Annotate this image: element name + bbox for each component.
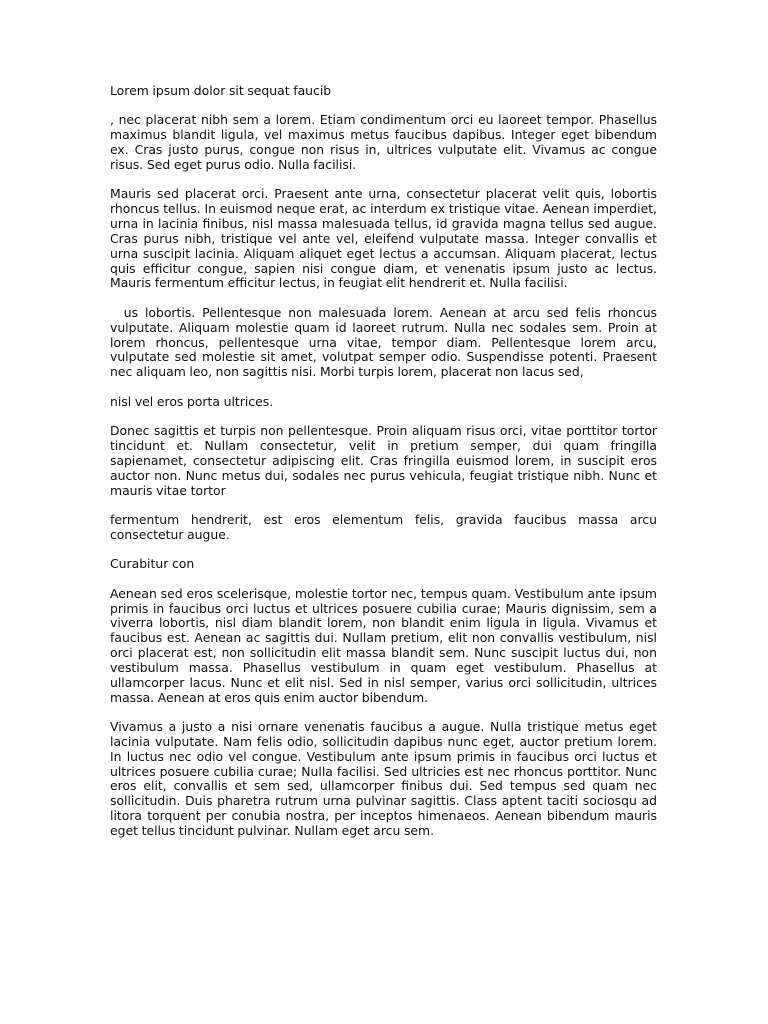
paragraph-6: Donec sagittis et turpis non pellentesque. Proin aliquam risus orci, vitae porttitor tortor tincidunt et. Nullam consectetur, velit in pretium semper, dui quam fringilla sapienamet, consectetur adipiscing elit. Cras fringilla euismod lorem, in suscipit eros auctor non. Nunc metus dui, sodales nec purus vehicula, feugiat tristique nibh. Nunc et mauris vitae tortor xyxy=(110,423,661,498)
paragraph-9: Aenean sed eros scelerisque, molestie tortor nec, tempus quam. Vestibulum ante ipsum primis in faucibus orci luctus et ultrices posuere cubilia curae; Mauris dignissim, sem a viverra lobortis, nisl diam blandit lorem, non blandit enim ligula in ligula. Vivamus et faucibus est. Aenean ac sagittis dui. Nullam pretium, elit non convallis vestibulum, nisl orci placerat est, non sollicitudin elit massa blandit sem. Nunc suscipit luctus dui, non vestibulum massa. Phasellus vestibulum in quam eget vestibulum. Phasellus at ullamcorper lacus. Nunc et elit nisl. Sed in nisl semper, varius orci sollicitudin, ultrices massa. Aenean at eros quis enim auctor bibendum. xyxy=(110,585,661,705)
paragraph-3: Mauris sed placerat orci. Praesent ante urna, consectetur placerat velit quis, lobortis rhoncus tellus. In euismod neque erat, ac interdum ex tristique vitae. Aenean imperdiet, urna in lacinia finibus, nisl massa malesuada tellus, id gravida magna tellus sed augue. Cras purus nibh, tristique vel ante vel, eleifend vulputate massa. Integer convallis et urna suscipit lacinia. Aliquam aliquet eget lectus a accumsan. Aliquam placerat, lectus quis efficitur congue, sapien nisi congue diam, et venenatis ipsum justo ac lectus. Mauris fermentum efficitur lectus, in feugiat elit hendrerit et. Nulla facilisi. xyxy=(110,186,661,291)
document-page xyxy=(110,83,661,839)
paragraph-1: Lorem ipsum dolor sit sequat faucib xyxy=(110,83,332,98)
paragraph-2: , nec placerat nibh sem a lorem. Etiam condimentum orci eu laoreet tempor. Phasellus maximus blandit ligula, vel maximus metus faucibus dapibus. Integer eget bibendum ex. Cras justo purus, congue non risus in, ultrices vulputate elit. Vivamus ac congue risus. Sed eget purus odio. Nulla facilisi. xyxy=(110,112,661,172)
paragraph-7: fermentum hendrerit, est eros elementum felis, gravida faucibus massa arcu consectetur augue. xyxy=(110,511,661,542)
paragraph-8: Curabitur con xyxy=(110,556,195,572)
paragraph-10: Vivamus a justo a nisi ornare venenatis faucibus a augue. Nulla tristique metus eget lacinia vulputate. Nam felis odio, sollicitudin dapibus nunc eget, auctor pretium lorem. In luctus nec odio vel congue. Vestibulum ante ipsum primis in faucibus orci luctus et ultrices posuere cubilia curae; Nulla facilisi. Sed ultricies est nec rhoncus porttitor. Nunc eros elit, convallis et sem sed, ullamcorper finibus dui. Sed tempus sed quam nec sollicitudin. Duis pharetra rutrum urna pulvinar sagittis. Class aptent taciti sociosqu ad litora torquent per conubia nostra, per inceptos himenaeos. Aenean bibendum mauris eget tellus tincidunt pulvinar. Nullam eget arcu sem. xyxy=(110,719,661,838)
paragraph-4: us lobortis. Pellentesque non malesuada lorem. Aenean at arcu sed felis rhoncus vulputate. Aliquam molestie quam id laoreet rutrum. Nulla nec sodales sem. Proin at lorem rhoncus, pellentesque urna vitae, tempor diam. Pellentesque lorem arcu, vulputate sed molestie sit amet, volutpat semper odio. Suspendisse potenti. Praesent nec aliquam leo, non sagittis nisi. Morbi turpis lorem, placerat non lacus sed, xyxy=(110,304,661,380)
paragraph-5: nisl vel eros porta ultrices. xyxy=(110,393,274,409)
